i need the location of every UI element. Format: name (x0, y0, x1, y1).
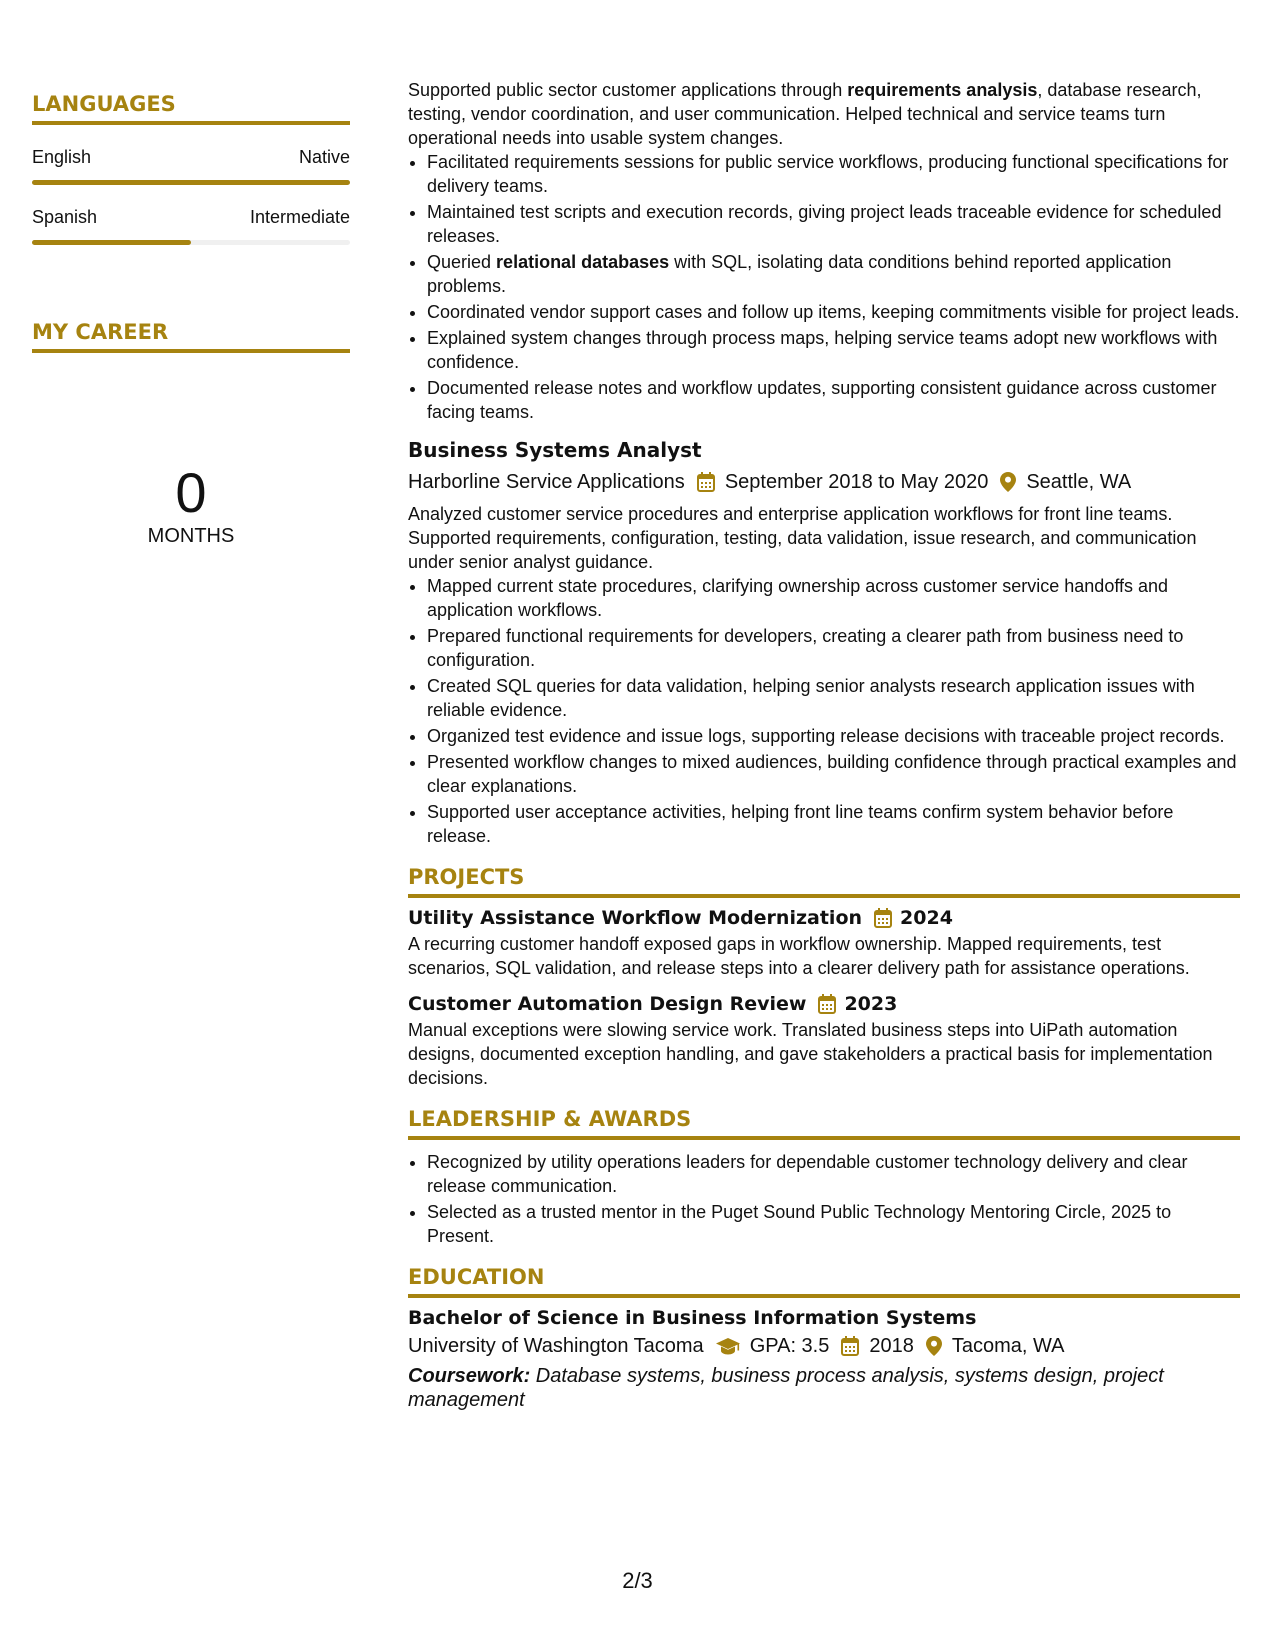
leadership-heading: LEADERSHIP & AWARDS (408, 1104, 1240, 1140)
job-bullets (408, 150, 1240, 424)
language-name: Spanish (32, 207, 98, 227)
project-year: 2024 (900, 907, 953, 929)
language-item (32, 147, 350, 185)
award-item: • Recognized by utility operations leaders for dependable customer technology delivery and clear release communication. (427, 1150, 1240, 1198)
language-level: Intermediate (249, 207, 350, 227)
summary-text: , database research, testing, vendor coordination, and user communication. Helped technical and service teams turn operational needs into usable system changes. (408, 80, 1202, 148)
education-heading: EDUCATION (408, 1262, 1240, 1298)
school-name: University of Washington Tacoma (408, 1335, 704, 1357)
bullet-text: with SQL, isolating data conditions behind reported application problems. (427, 252, 1172, 296)
project-header (408, 904, 1240, 932)
bullet-item (427, 250, 1240, 298)
bullet-item: • Prepared functional requirements for developers, creating a clearer path from business need to configuration. (427, 624, 1240, 672)
bullet-item: • Supported user acceptance activities, helping front line teams confirm system behavior before release. (427, 800, 1240, 848)
page-number: 2/3 (622, 1568, 653, 1593)
project-title: Utility Assistance Workflow Modernization (408, 907, 863, 929)
job-summary: Analyzed customer service procedures and enterprise application workflows for front line teams. Supported requirements, configuration, testing, data validation, issue research, and communication under senior analyst guidance. (408, 504, 1197, 572)
bullet-item: • Documented release notes and workflow updates, supporting consistent guidance across customer facing teams. (427, 376, 1240, 424)
language-bar-fill (32, 240, 191, 245)
gpa: GPA: 3.5 (749, 1335, 830, 1357)
school-location: Tacoma, WA (951, 1335, 1065, 1357)
bullet-item: • Coordinated vendor support cases and follow up items, keeping commitments visible for project leads. (427, 300, 1240, 324)
language-bar (32, 180, 350, 185)
project-title: Customer Automation Design Review (408, 993, 807, 1015)
project-item (408, 990, 1240, 1090)
coursework (408, 1364, 1240, 1412)
degree-title: Bachelor of Science in Business Information Systems (408, 1307, 977, 1329)
coursework-label: Coursework: (408, 1365, 531, 1387)
graduation-year: 2018 (869, 1335, 914, 1357)
career-section (32, 320, 350, 548)
education-meta (408, 1332, 1240, 1360)
job-location: Seattle, WA (1026, 471, 1132, 493)
calendar-icon (697, 472, 715, 492)
summary-text: Supported public sector customer applications through (408, 80, 848, 100)
bullet-item: • Facilitated requirements sessions for public service workflows, producing functional specifications for delivery teams. (427, 150, 1240, 198)
project-description: Manual exceptions were slowing service work. Translated business steps into UiPath automation designs, documented exception handling, and gave stakeholders a practical basis for implementation decisions. (408, 1020, 1213, 1088)
award-item: • Selected as a trusted mentor in the Puget Sound Public Technology Mentoring Circle, 2025 to Present. (427, 1200, 1240, 1248)
career-unit: MONTHS (147, 525, 235, 547)
main-content (408, 78, 1240, 1412)
job-bullets (408, 574, 1240, 848)
summary-keyword: requirements analysis (847, 80, 1038, 100)
projects-heading: PROJECTS (408, 862, 1240, 898)
project-description: A recurring customer handoff exposed gaps in workflow ownership. Mapped requirements, test scenarios, SQL validation, and release steps into a clearer delivery path for assistance operations. (408, 934, 1190, 978)
bullet-keyword: relational databases (496, 252, 670, 272)
languages-section (32, 92, 350, 245)
leadership-list (408, 1150, 1240, 1248)
languages-heading: LANGUAGES (32, 92, 350, 125)
job-dates: September 2018 to May 2020 (724, 471, 989, 493)
bullet-item: • Explained system changes through process maps, helping service teams adopt new workflows with confidence. (427, 326, 1240, 374)
bullet-item: • Created SQL queries for data validation, helping senior analysts research application issues with reliable evidence. (427, 674, 1240, 722)
location-pin-icon (1000, 472, 1016, 492)
language-item (32, 207, 350, 245)
career-value: 0 (175, 461, 207, 524)
calendar-icon (841, 1336, 859, 1356)
coursework-text: Database systems, business process analysis, systems design, project management (408, 1365, 1164, 1411)
language-bar-fill (32, 180, 350, 185)
bullet-item: • Organized test evidence and issue logs, supporting release decisions with traceable project records. (427, 724, 1240, 748)
job-title: Business Systems Analyst (408, 438, 702, 462)
bullet-item: • Presented workflow changes to mixed audiences, building confidence through practical examples and clear explanations. (427, 750, 1240, 798)
project-header (408, 990, 1240, 1018)
project-year: 2023 (844, 993, 898, 1015)
graduation-cap-icon (716, 1337, 740, 1355)
job-meta (408, 468, 1240, 496)
calendar-icon (818, 994, 836, 1014)
project-item (408, 904, 1240, 980)
bullet-item: • Maintained test scripts and execution records, giving project leads traceable evidence for scheduled releases. (427, 200, 1240, 248)
location-pin-icon (926, 1336, 942, 1356)
bullet-text: Queried (427, 252, 497, 272)
company-name: Harborline Service Applications (408, 471, 685, 493)
calendar-icon (874, 908, 892, 928)
language-level: Native (298, 147, 350, 167)
bullet-item: • Mapped current state procedures, clarifying ownership across customer service handoffs and application workflows. (427, 574, 1240, 622)
language-bar (32, 240, 350, 245)
job-summary (408, 78, 1240, 150)
career-heading: MY CAREER (32, 320, 350, 353)
language-name: English (32, 147, 92, 167)
